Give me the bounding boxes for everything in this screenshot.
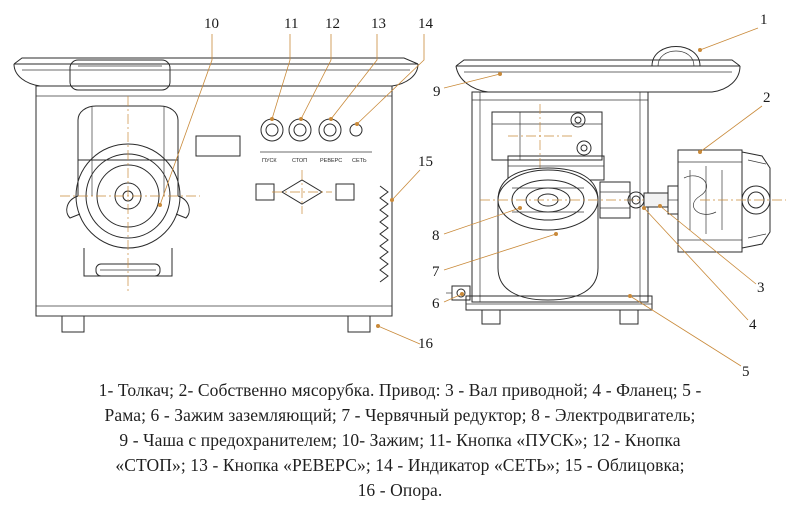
- figure-caption: [0, 378, 800, 503]
- callout-13: 13: [371, 16, 386, 32]
- callout-16: 16: [418, 336, 433, 352]
- right-view-group: [446, 47, 786, 325]
- callout-2: 2: [763, 90, 771, 106]
- caption-line-3: 9 - Чаша с предохранителем; 10- Зажим; 11- Кнопка «ПУСК»; 12 - Кнопка: [119, 430, 681, 450]
- caption-line-1: 1- Толкач; 2- Собственно мясорубка. Привод: 3 - Вал приводной; 4 - Фланец; 5 -: [98, 380, 702, 400]
- callout-6: 6: [432, 296, 440, 312]
- panel-text-pusk: ПУСК: [262, 158, 277, 164]
- callout-8: 8: [432, 228, 440, 244]
- callout-7: 7: [432, 264, 440, 280]
- callout-3: 3: [757, 280, 765, 296]
- callout-9: 9: [433, 84, 441, 100]
- callout-15: 15: [418, 154, 433, 170]
- callout-4: 4: [749, 317, 757, 333]
- panel-text-revers: РЕВЕРС: [320, 158, 343, 164]
- callout-10: 10: [204, 16, 219, 32]
- panel-text-set: СЕТЬ: [352, 158, 367, 164]
- caption-line-2: Рама; 6 - Зажим заземляющий; 7 - Червячный редуктор; 8 - Электродвигатель;: [104, 405, 696, 425]
- callout-14: 14: [418, 16, 433, 32]
- callout-1: 1: [760, 12, 768, 28]
- caption-line-4: «СТОП»; 13 - Кнопка «РЕВЕРС»; 14 - Индикатор «СЕТЬ»; 15 - Облицовка;: [115, 455, 685, 475]
- caption-line-5: 16 - Опора.: [357, 480, 443, 500]
- callout-12: 12: [325, 16, 340, 32]
- left-view-group: [14, 58, 418, 332]
- callout-5: 5: [742, 364, 750, 380]
- control-panel: [260, 119, 372, 164]
- panel-text-stop: СТОП: [292, 158, 308, 164]
- callout-11: 11: [284, 16, 299, 32]
